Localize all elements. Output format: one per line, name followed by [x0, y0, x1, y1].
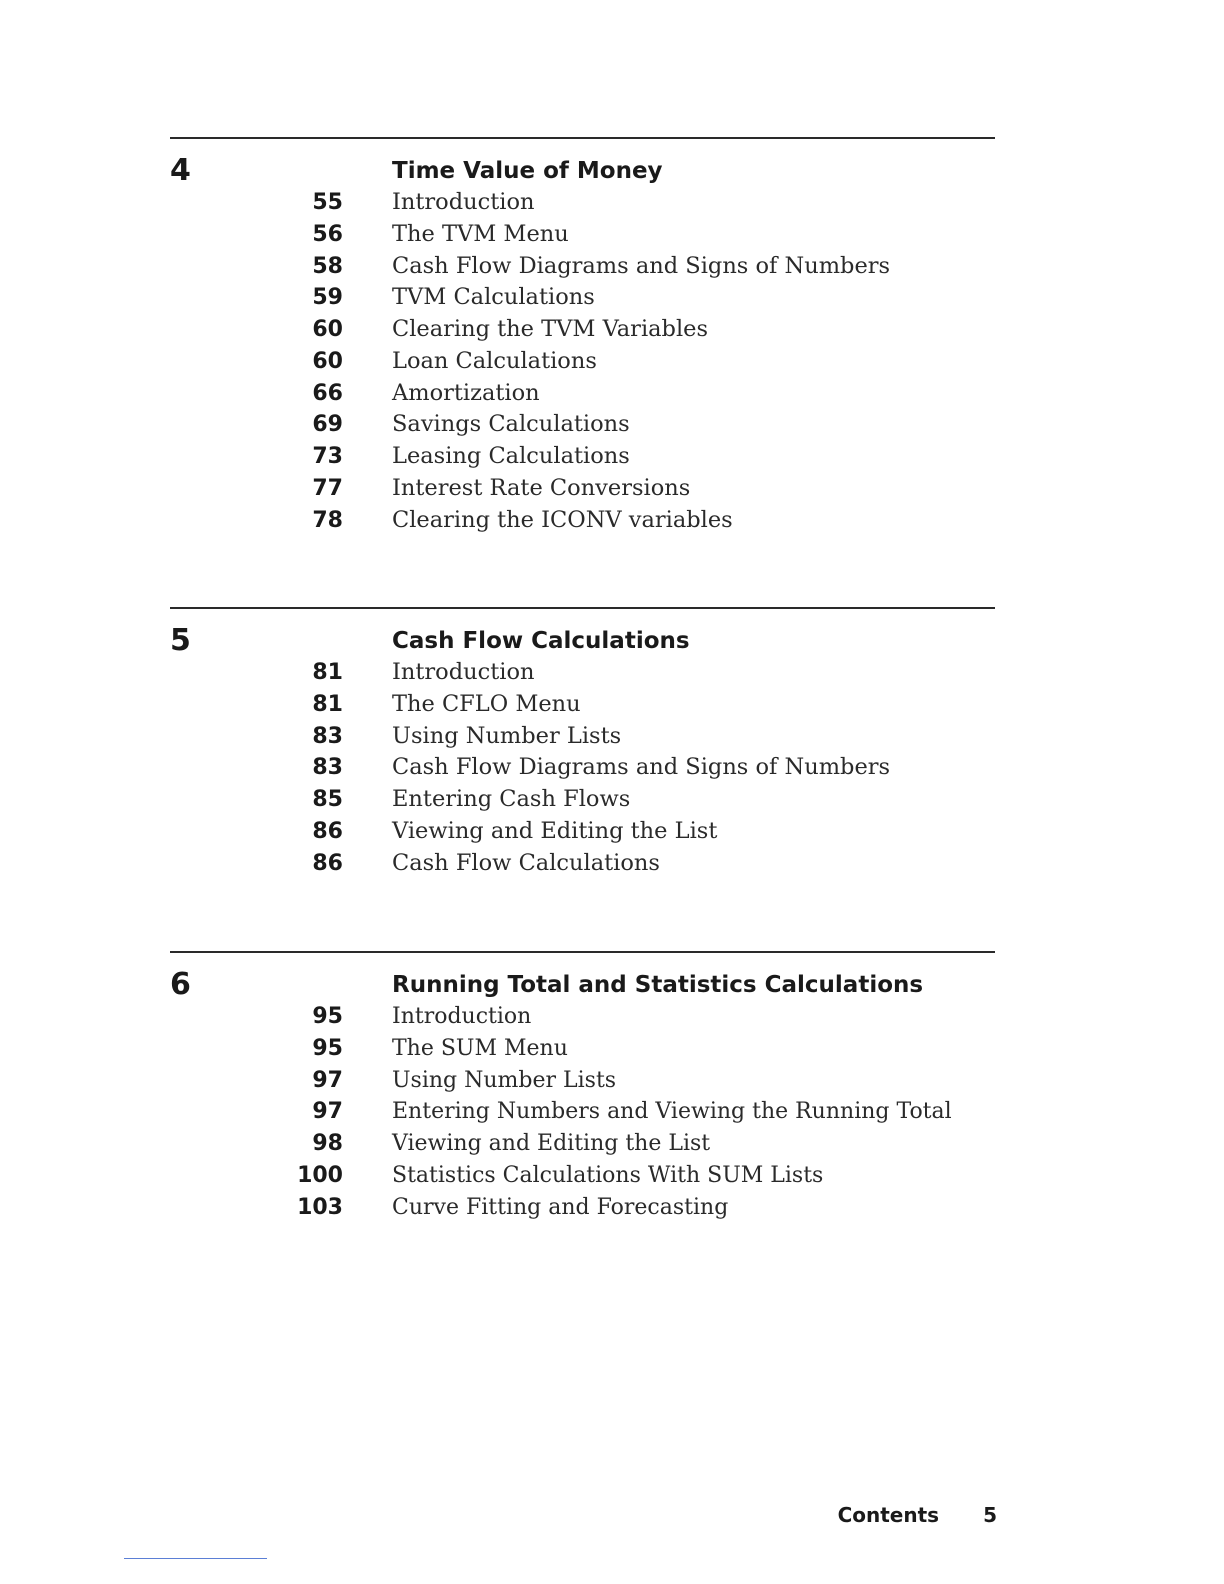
toc-entry[interactable] [170, 657, 995, 689]
entry-title: Leasing Calculations [392, 443, 630, 469]
toc-entry[interactable] [170, 346, 995, 378]
page-number: 58 [312, 253, 343, 279]
scan-edge-mark [124, 1558, 267, 1559]
toc-entry[interactable] [170, 1001, 995, 1033]
entry-title: Viewing and Editing the List [392, 817, 718, 844]
page-number: 55 [312, 190, 343, 215]
toc-entry-list [170, 1001, 995, 1223]
page-number: 85 [312, 787, 343, 812]
page-number: 66 [312, 380, 343, 406]
chapter-title[interactable]: Cash Flow Calculations [392, 628, 690, 654]
toc-entry[interactable] [170, 378, 995, 410]
footer-page-number: 5 [983, 1503, 997, 1527]
toc-entry[interactable] [170, 1096, 995, 1128]
toc-entry[interactable] [170, 752, 995, 784]
chapter-title[interactable]: Time Value of Money [392, 158, 663, 184]
page-number: 97 [312, 1067, 343, 1093]
page-number: 59 [312, 285, 343, 311]
entry-title: Statistics Calculations With SUM Lists [392, 1162, 824, 1188]
page-number: 60 [312, 317, 343, 342]
entry-title: Cash Flow Calculations [392, 849, 660, 876]
chapter-section [170, 137, 995, 533]
page-number: 83 [312, 755, 343, 781]
entry-title: Using Number Lists [392, 1067, 617, 1093]
page-number: 100 [297, 1162, 343, 1188]
entry-title: Viewing and Editing the List [392, 1131, 711, 1156]
toc-entry[interactable] [170, 721, 995, 753]
section-divider [170, 607, 995, 609]
entry-title: Clearing the ICONV variables [392, 506, 733, 533]
toc-entry-list [170, 657, 995, 879]
toc-entry[interactable] [170, 441, 995, 473]
chapter-title[interactable]: Running Total and Statistics Calculations [392, 972, 924, 998]
entry-title: The TVM Menu [392, 220, 569, 247]
entry-title: Introduction [392, 189, 535, 215]
toc-entry-list [170, 187, 995, 536]
entry-title: The SUM Menu [392, 1035, 568, 1061]
page-footer [838, 1500, 997, 1530]
entry-title: Introduction [392, 1004, 532, 1029]
toc-entry[interactable] [170, 784, 995, 816]
entry-title: Curve Fitting and Forecasting [392, 1194, 729, 1220]
page-number: 78 [312, 507, 343, 533]
toc-entry[interactable] [170, 219, 995, 251]
page-number: 103 [297, 1194, 343, 1220]
toc-entry[interactable] [170, 251, 995, 283]
page-number: 86 [312, 818, 343, 844]
entry-title: Introduction [392, 659, 535, 685]
toc-entry[interactable] [170, 1160, 995, 1192]
page-number: 56 [312, 221, 343, 247]
entry-title: Cash Flow Diagrams and Signs of Numbers [392, 754, 891, 781]
entry-title: Clearing the TVM Variables [392, 316, 709, 342]
page-number: 73 [312, 444, 343, 469]
page-number: 81 [312, 691, 343, 717]
toc-entry[interactable] [170, 282, 995, 314]
entry-title: Entering Cash Flows [392, 786, 631, 812]
toc-entry[interactable] [170, 1033, 995, 1065]
page-number: 97 [312, 1099, 343, 1125]
toc-entry[interactable] [170, 689, 995, 721]
entry-title: Cash Flow Diagrams and Signs of Numbers [392, 252, 891, 279]
toc-entry[interactable] [170, 848, 995, 880]
entry-title: Loan Calculations [392, 347, 597, 374]
toc-entry[interactable] [170, 473, 995, 505]
page-number: 69 [312, 412, 343, 438]
toc-entry[interactable] [170, 314, 995, 346]
toc-entry[interactable] [170, 505, 995, 537]
toc-entry[interactable] [170, 1192, 995, 1224]
page-number: 95 [312, 1035, 343, 1061]
toc-entry[interactable] [170, 816, 995, 848]
page-number: 86 [312, 850, 343, 876]
page-number: 95 [312, 1004, 343, 1029]
entry-title: Savings Calculations [392, 411, 630, 438]
chapter-number: 6 [170, 967, 191, 1002]
toc-entry[interactable] [170, 409, 995, 441]
page-number: 83 [312, 723, 343, 749]
page-number: 60 [312, 348, 343, 374]
chapter-number: 5 [170, 623, 191, 658]
entry-title: Using Number Lists [392, 722, 622, 749]
page-number: 98 [312, 1131, 343, 1156]
page-number: 81 [312, 660, 343, 685]
toc-entry[interactable] [170, 187, 995, 219]
toc-entry[interactable] [170, 1128, 995, 1160]
entry-title: TVM Calculations [392, 284, 595, 311]
chapter-section [170, 951, 995, 1220]
chapter-section [170, 607, 995, 876]
chapter-number: 4 [170, 153, 191, 188]
section-divider [170, 951, 995, 953]
footer-label: Contents [837, 1503, 940, 1527]
entry-title: Entering Numbers and Viewing the Running Total [392, 1099, 952, 1125]
section-divider [170, 137, 995, 139]
entry-title: The CFLO Menu [392, 690, 581, 717]
toc-entry[interactable] [170, 1065, 995, 1097]
entry-title: Interest Rate Conversions [392, 474, 691, 501]
page-number: 77 [312, 475, 343, 501]
entry-title: Amortization [392, 379, 540, 406]
